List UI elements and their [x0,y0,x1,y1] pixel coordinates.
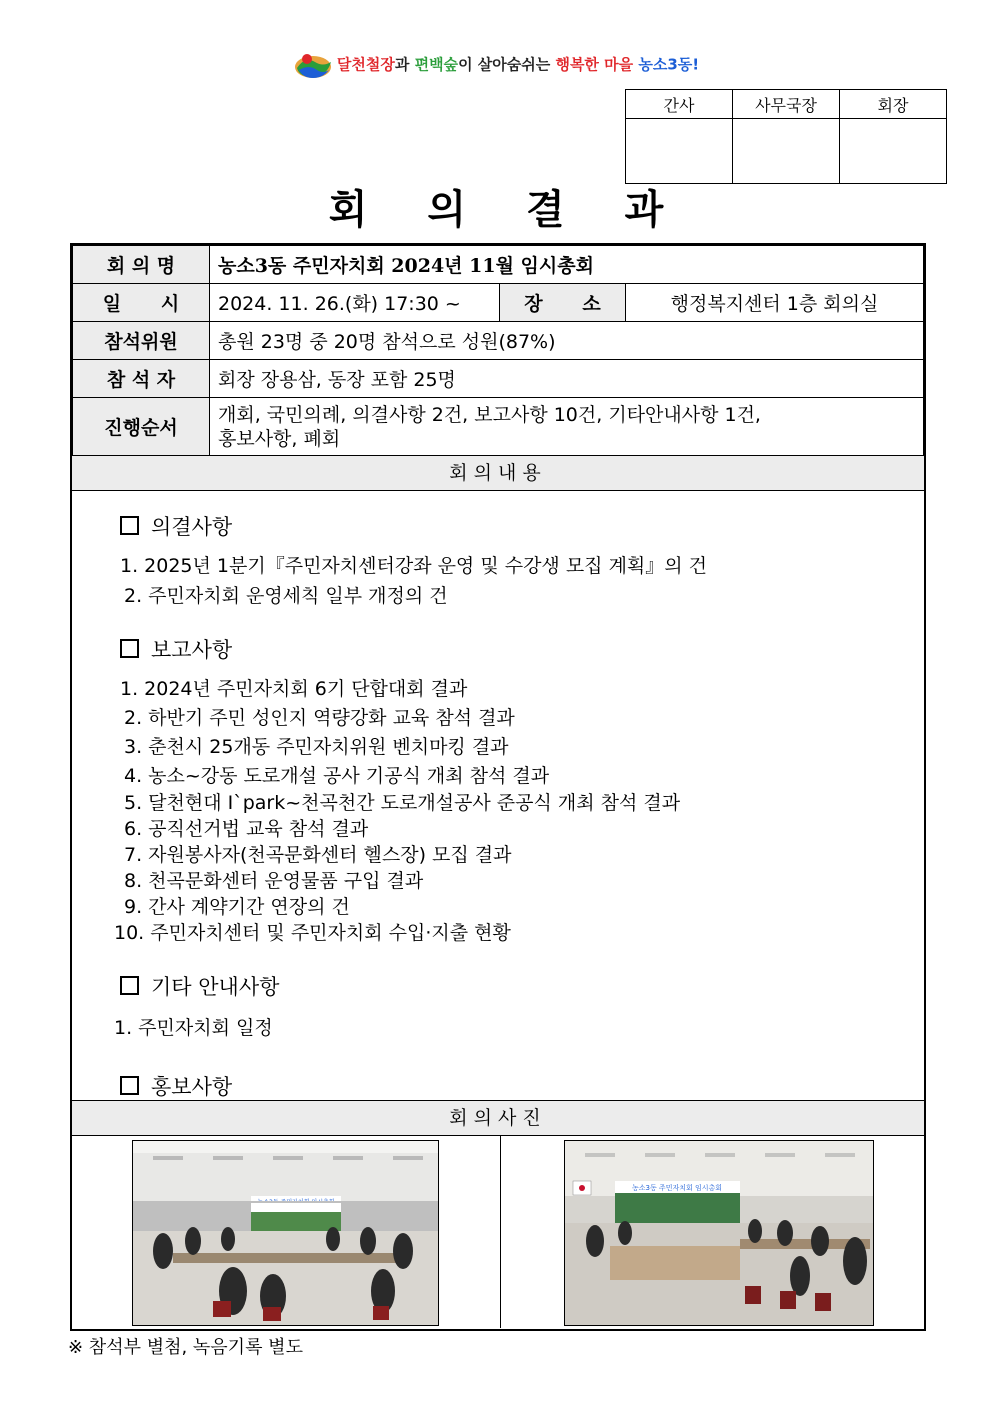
approval-sign-director[interactable] [733,119,840,184]
meeting-photo-2[interactable] [564,1140,874,1326]
order-label: 진행순서 [73,398,210,456]
content-body [72,491,924,1100]
report-item: 4. 농소~강동 도로개설 공사 기공식 개최 참석 결과 [124,765,550,787]
village-logo-icon [293,50,333,80]
approval-box [625,89,947,184]
report-item: 2. 하반기 주민 성인지 역량강화 교육 참석 결과 [124,707,515,729]
order-line-2: 홍보사항, 폐회 [218,427,341,450]
resolutions-heading [120,511,232,541]
slogan-part-4: 이 살아숨쉬는 [458,55,556,74]
slogan-part-5: 행복한 마을 [555,55,639,74]
slogan [0,50,992,80]
resolution-item: 2. 주민자치회 운영세칙 일부 개정의 건 [124,585,448,607]
approval-sign-chair[interactable] [840,119,947,184]
slogan-part-1: 달천철장 [336,55,395,74]
report-item: 6. 공직선거법 교육 참석 결과 [124,818,369,840]
promo-heading [120,1071,232,1101]
meeting-name-value: 농소3동 주민자치회 2024년 11월 임시총회 [210,246,924,284]
meeting-photo-1[interactable] [132,1140,439,1326]
reports-heading [120,634,232,664]
promo-title: 홍보사항 [151,1075,233,1099]
order-line-1: 개회, 국민의례, 의결사항 2건, 보고사항 10건, 기타안내사항 1건, [218,403,761,426]
attendees-value: 회장 장용삼, 동장 포함 25명 [210,360,924,398]
slogan-part-6: 농소3동! [638,55,700,74]
other-item: 1. 주민자치회 일정 [114,1017,273,1039]
report-item: 7. 자원봉사자(천곡문화센터 헬스장) 모집 결과 [124,844,512,866]
document-title: 회의결과 [328,186,724,233]
members-value: 총원 23명 중 20명 참석으로 성원(87%) [210,322,924,360]
members-label: 참석위원 [73,322,210,360]
approval-header-secretary: 간사 [626,90,733,119]
meeting-name-label: 회 의 명 [73,246,210,284]
approval-header-chair: 회장 [840,90,947,119]
place-value: 행정복지센터 1층 회의실 [626,284,924,322]
slogan-part-3: 편백숲 [414,55,459,74]
report-item: 9. 간사 계약기간 연장의 건 [124,896,350,918]
meeting-info-table [72,245,924,456]
resolution-item: 1. 2025년 1분기『주민자치센터강좌 운영 및 수강생 모집 계획』의 건 [120,555,708,577]
content-section-header: 회의내용 [72,456,924,491]
checkbox-icon [120,639,139,658]
photo-area [72,1136,924,1328]
checkbox-icon [120,976,139,995]
report-item: 3. 춘천시 25개동 주민자치위원 벤치마킹 결과 [124,736,509,758]
approval-sign-secretary[interactable] [626,119,733,184]
attendees-label: 참 석 자 [73,360,210,398]
date-value: 2024. 11. 26.(화) 17:30 ~ [210,284,500,322]
footer-note: ※ 참석부 별첨, 녹음기록 별도 [68,1337,303,1358]
checkbox-icon [120,1076,139,1095]
reports-title: 보고사항 [151,638,233,662]
slogan-part-2: 과 [394,55,415,74]
place-label: 장 소 [500,284,626,322]
order-value [210,398,924,456]
banner-text-2: 농소3동 주민자치회 임시총회 [631,1184,723,1192]
report-item: 1. 2024년 주민자치회 6기 단합대회 결과 [120,678,468,700]
other-title: 기타 안내사항 [151,975,280,999]
photo-divider [500,1136,501,1328]
approval-header-director: 사무국장 [733,90,840,119]
minutes-frame [70,243,926,1331]
date-label: 일 시 [73,284,210,322]
report-item: 10. 주민자치센터 및 주민자치회 수입·지출 현황 [114,922,511,944]
other-heading [120,971,279,1001]
photo-section-header: 회의사진 [72,1100,924,1136]
report-item: 5. 달천현대 I`park~천곡천간 도로개설공사 준공식 개최 참석 결과 [124,792,681,814]
checkbox-icon [120,516,139,535]
resolutions-title: 의결사항 [151,515,233,539]
report-item: 8. 천곡문화센터 운영물품 구입 결과 [124,870,424,892]
